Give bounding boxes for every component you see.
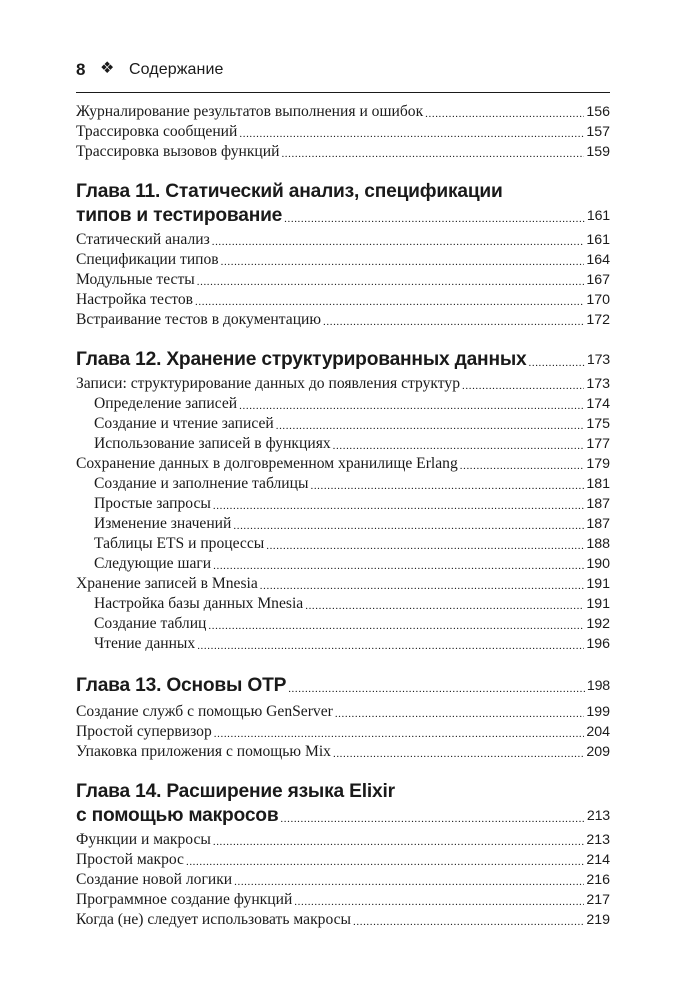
toc-entry-title: Простой супервизор xyxy=(76,723,212,740)
ornament-icon: ❖ xyxy=(100,58,115,77)
toc-entry-title: Статический анализ xyxy=(76,231,210,248)
dot-leader xyxy=(266,538,584,554)
toc-entry[interactable] xyxy=(76,722,610,742)
toc-subentry[interactable] xyxy=(94,414,610,434)
dot-leader xyxy=(460,458,585,474)
toc-entry-page: 170 xyxy=(586,292,610,308)
toc-subentry[interactable] xyxy=(94,494,610,514)
toc-entry-title: Трассировка сообщений xyxy=(76,123,238,140)
toc-entry[interactable] xyxy=(76,910,610,930)
toc-subentry[interactable] xyxy=(94,634,610,654)
toc-page xyxy=(76,58,610,928)
toc-entry[interactable] xyxy=(76,870,610,890)
dot-leader xyxy=(213,498,584,514)
toc-entry-page: 190 xyxy=(586,556,610,572)
toc-entry-title: Простой макрос xyxy=(76,851,184,868)
toc-entry[interactable] xyxy=(76,270,610,290)
toc-entry[interactable] xyxy=(76,890,610,910)
toc-entry-title: Настройка тестов xyxy=(76,291,194,308)
toc-entry-page: 173 xyxy=(586,376,610,392)
toc-entry-page: 177 xyxy=(586,436,610,452)
toc-entry[interactable] xyxy=(76,230,610,250)
toc-entry-page: 156 xyxy=(586,104,610,120)
toc-entry-title: Модульные тесты xyxy=(76,271,195,288)
dot-leader xyxy=(310,478,584,494)
dot-leader xyxy=(221,254,585,270)
toc-entry-title: Сохранение данных в долговременном хранилище Erlang xyxy=(76,455,458,472)
toc-entry-title: Использование записей в функциях xyxy=(94,435,331,452)
dot-leader xyxy=(333,438,585,454)
toc-entry-page: 175 xyxy=(586,416,610,432)
toc-entry-page: 164 xyxy=(586,252,610,268)
toc-subentry[interactable] xyxy=(94,534,610,554)
running-head-title: Содержание xyxy=(129,61,224,78)
dot-leader xyxy=(213,834,584,850)
toc-entry-title: Изменение значений xyxy=(94,515,232,532)
running-head xyxy=(76,58,610,93)
toc-entry-page: 187 xyxy=(586,516,610,532)
toc-entry[interactable] xyxy=(76,102,610,122)
dot-leader xyxy=(529,354,585,372)
chapter-page: 213 xyxy=(586,808,610,824)
dot-leader xyxy=(323,314,584,330)
toc-entry[interactable] xyxy=(76,374,610,394)
toc-subentry[interactable] xyxy=(94,554,610,574)
toc-entry-title: Создание таблиц xyxy=(94,615,207,632)
chapter-title-line2: типов и тестирование xyxy=(76,205,283,226)
chapter-page: 198 xyxy=(586,678,610,694)
dot-leader xyxy=(260,578,585,594)
dot-leader xyxy=(239,126,584,142)
dot-leader xyxy=(276,418,585,434)
toc-entry-title: Создание и чтение записей xyxy=(94,415,274,432)
toc-subentry[interactable] xyxy=(94,514,610,534)
toc-entry-page: 191 xyxy=(586,576,610,592)
toc-entry-page: 209 xyxy=(586,744,610,760)
chapter-title-line1: Глава 11. Статический анализ, спецификации xyxy=(76,181,503,202)
dot-leader xyxy=(197,638,584,654)
chapter-heading[interactable] xyxy=(76,780,610,828)
toc-entry-page: 157 xyxy=(586,124,610,140)
toc-entry[interactable] xyxy=(76,702,610,722)
toc-entry-page: 192 xyxy=(586,616,610,632)
dot-leader xyxy=(333,746,584,762)
toc-entry-title: Встраивание тестов в документацию xyxy=(76,311,322,328)
dot-leader xyxy=(288,680,585,698)
toc-entry-page: 188 xyxy=(586,536,610,552)
toc-entry-title: Трассировка вызовов функций xyxy=(76,143,280,160)
toc-entry-page: 204 xyxy=(586,724,610,740)
toc-entry-title: Хранение записей в Mnesia xyxy=(76,575,258,592)
toc-entry-page: 167 xyxy=(586,272,610,288)
toc-entry-page: 196 xyxy=(586,636,610,652)
toc-entry[interactable] xyxy=(76,454,610,474)
dot-leader xyxy=(305,598,584,614)
toc-entry-page: 181 xyxy=(586,476,610,492)
toc-entry-page: 161 xyxy=(586,232,610,248)
toc-entry-title: Журналирование результатов выполнения и ошибок xyxy=(76,103,424,120)
toc-entry-title: Записи: структурирование данных до появления структур xyxy=(76,375,461,392)
toc-entry[interactable] xyxy=(76,142,610,162)
dot-leader xyxy=(234,874,584,890)
dot-leader xyxy=(233,518,584,534)
toc-entry-title: Следующие шаги xyxy=(94,555,212,572)
toc-entry-title: Спецификации типов xyxy=(76,251,219,268)
toc-entry-page: 199 xyxy=(586,704,610,720)
dot-leader xyxy=(353,914,584,930)
dot-leader xyxy=(335,706,585,722)
dot-leader xyxy=(195,294,584,310)
toc-entry-page: 172 xyxy=(586,312,610,328)
toc-subentry[interactable] xyxy=(94,614,610,634)
chapter-title-line2: с помощью макросов xyxy=(76,805,279,826)
toc-entry-page: 219 xyxy=(586,912,610,928)
toc-entry-page: 213 xyxy=(586,832,610,848)
toc-subentry[interactable] xyxy=(94,434,610,454)
toc-entry-title: Создание и заполнение таблицы xyxy=(94,475,309,492)
toc-entry-title: Программное создание функций xyxy=(76,891,293,908)
chapter-heading[interactable] xyxy=(76,348,610,372)
toc-entry-page: 214 xyxy=(586,852,610,868)
toc-entry-title: Простые запросы xyxy=(94,495,211,512)
dot-leader xyxy=(213,558,584,574)
toc-entry[interactable] xyxy=(76,250,610,270)
toc-entry-page: 216 xyxy=(586,872,610,888)
toc-subentry[interactable] xyxy=(94,474,610,494)
chapter-title: Глава 13. Основы OTP xyxy=(76,675,287,696)
toc-entry[interactable] xyxy=(76,290,610,310)
toc-entry-title: Чтение данных xyxy=(94,635,196,652)
toc-entry-page: 191 xyxy=(586,596,610,612)
toc-entry-page: 159 xyxy=(586,144,610,160)
toc-entry-page: 179 xyxy=(586,456,610,472)
dot-leader xyxy=(214,726,585,742)
dot-leader xyxy=(239,398,584,414)
dot-leader xyxy=(208,618,584,634)
chapter-title: Глава 12. Хранение структурированных данных xyxy=(76,349,527,370)
toc-entry[interactable] xyxy=(76,742,610,762)
toc-entry[interactable] xyxy=(76,574,610,594)
dot-leader xyxy=(462,378,584,394)
toc-entry-title: Таблицы ETS и процессы xyxy=(94,535,265,552)
toc-entry-page: 174 xyxy=(586,396,610,412)
toc-entry-title: Создание новой логики xyxy=(76,871,233,888)
chapter-heading[interactable] xyxy=(76,674,610,698)
toc-subentry[interactable] xyxy=(94,594,610,614)
chapter-page: 161 xyxy=(586,208,610,224)
toc-entry[interactable] xyxy=(76,122,610,142)
toc-entry[interactable] xyxy=(76,850,610,870)
dot-leader xyxy=(294,894,584,910)
toc-entry-title: Определение записей xyxy=(94,395,238,412)
dot-leader xyxy=(197,274,585,290)
chapter-heading[interactable] xyxy=(76,180,610,228)
dot-leader xyxy=(186,854,584,870)
toc-entry-page: 187 xyxy=(586,496,610,512)
chapter-page: 173 xyxy=(586,352,610,368)
toc-entry-page: 217 xyxy=(586,892,610,908)
dot-leader xyxy=(425,106,584,122)
dot-leader xyxy=(284,210,585,228)
toc-entry[interactable] xyxy=(76,830,610,850)
toc-entry-title: Создание служб с помощью GenServer xyxy=(76,703,333,720)
dot-leader xyxy=(280,810,585,828)
page-number: 8 xyxy=(76,60,86,79)
toc-subentry[interactable] xyxy=(94,394,610,414)
toc-entry-title: Настройка базы данных Mnesia xyxy=(94,595,304,612)
chapter-title-line1: Глава 14. Расширение языка Elixir xyxy=(76,781,395,802)
toc-entry-title: Функции и макросы xyxy=(76,831,211,848)
toc-entry-title: Когда (не) следует использовать макросы xyxy=(76,911,352,928)
dot-leader xyxy=(281,146,584,162)
dot-leader xyxy=(212,234,585,250)
toc-entry[interactable] xyxy=(76,310,610,330)
toc-entry-title: Упаковка приложения с помощью Mix xyxy=(76,743,331,760)
